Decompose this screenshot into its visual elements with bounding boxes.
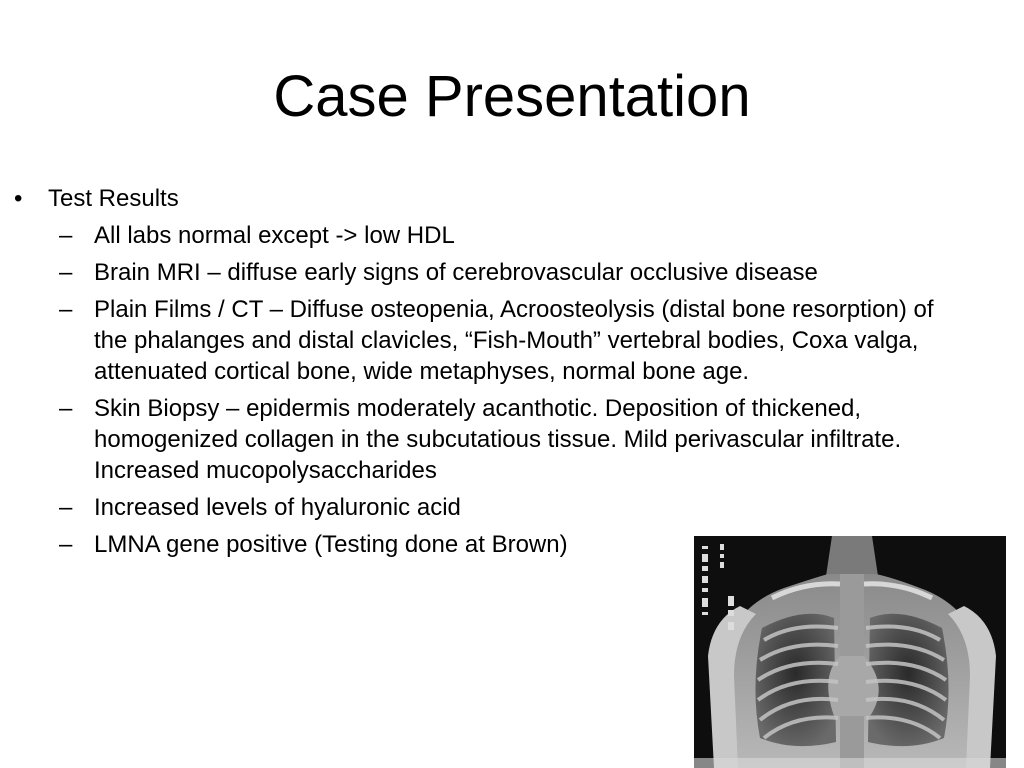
- dash-icon: –: [59, 296, 73, 323]
- bullet-heading: Test Results: [48, 185, 179, 212]
- dash-icon: –: [59, 259, 73, 286]
- list-item: [0, 393, 964, 486]
- slide-body: [0, 183, 1000, 566]
- bullet-test-results: [0, 183, 1000, 214]
- list-item: [0, 294, 964, 387]
- dash-icon: –: [59, 222, 73, 249]
- list-item-text: Brain MRI – diffuse early signs of cerebrovascular occlusive disease: [94, 259, 818, 286]
- list-item-text: Plain Films / CT – Diffuse osteopenia, Acroosteolysis (distal bone resorption) of the phalanges and distal clavicles, “Fish-Mouth” vertebral bodies, Coxa valga, attenuated cortical bone, wide metaphyses, normal bone age.: [94, 296, 934, 385]
- dash-icon: –: [59, 395, 73, 422]
- list-item-text: All labs normal except -> low HDL: [94, 222, 455, 249]
- chest-xray-icon: [694, 536, 1006, 768]
- slide-title: Case Presentation: [273, 64, 751, 129]
- chest-xray-image: [694, 536, 1006, 768]
- list-item-text: Increased levels of hyaluronic acid: [94, 494, 461, 521]
- dash-icon: –: [59, 494, 73, 521]
- list-item: [0, 257, 964, 288]
- test-results-list: [0, 220, 1000, 560]
- list-item: [0, 220, 964, 251]
- list-item-text: LMNA gene positive (Testing done at Brown): [94, 531, 568, 558]
- dash-icon: –: [59, 531, 73, 558]
- list-item: [0, 492, 964, 523]
- bullet-icon: •: [14, 185, 23, 212]
- list-item-text: Skin Biopsy – epidermis moderately acanthotic. Deposition of thickened, homogenized collagen in the subcutatious tissue. Mild perivascular infiltrate. Increased mucopolysaccharides: [94, 395, 902, 484]
